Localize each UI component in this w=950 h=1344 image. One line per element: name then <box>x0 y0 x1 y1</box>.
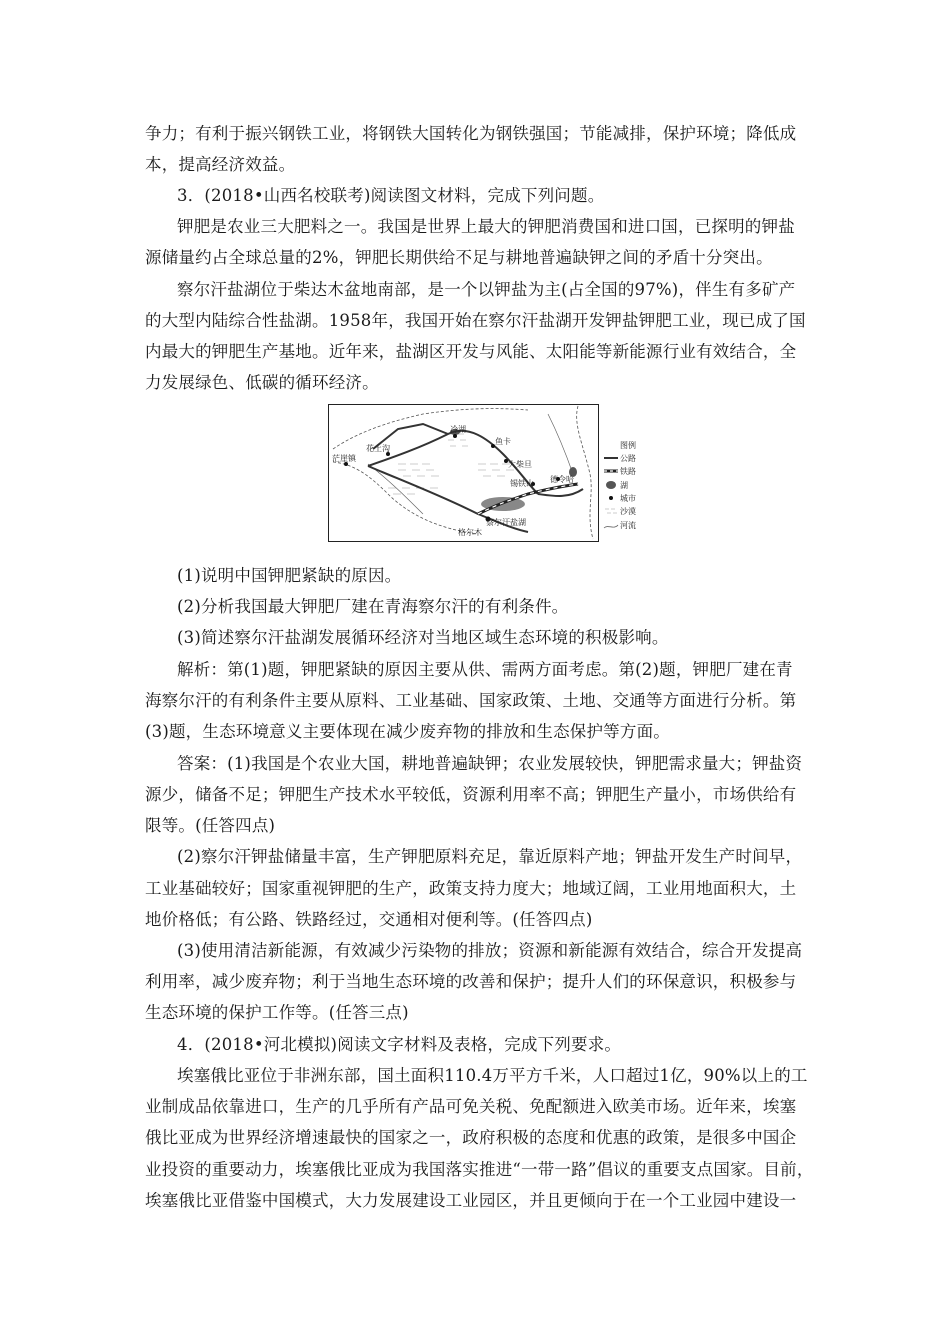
legend-title: 图例 <box>620 441 636 450</box>
text-line-6: 察尔汗盐湖位于柴达木盆地南部，是一个以钾盐为主(占全国的97%)，伴生有多矿产 <box>177 280 796 299</box>
analysis-line-1: 解析：第(1)题，钾肥紧缺的原因主要从供、需两方面考虑。第(2)题，钾肥厂建在青 <box>177 660 793 679</box>
answer-line-8: 利用率，减少废弃物；利于当地生态环境的改善和保护；提升人们的环保意识，积极参与 <box>145 972 797 991</box>
answer-line-7: (3)使用清洁新能源，有效减少污染物的排放；资源和新能源有效结合，综合开发提高 <box>177 941 803 960</box>
text-line-1: 争力；有利于振兴钢铁工业，将钢铁大国转化为钢铁强国；节能减排，保护环境；降低成 <box>145 124 797 143</box>
text-line-4: 钾肥是农业三大肥料之一。我国是世界上最大的钾肥消费国和进口国，已探明的钾盐 <box>177 217 795 236</box>
legend-river-label: 河流 <box>620 521 636 530</box>
sub-question-2: (2)分析我国最大钾肥厂建在青海察尔汗的有利条件。 <box>177 597 569 616</box>
map-legend <box>604 440 636 530</box>
place-label-yuka: 鱼卡 <box>495 437 511 446</box>
place-label-dachaidan: 大柴旦 <box>508 460 532 469</box>
text-line-9: 力发展绿色、低碳的循环经济。 <box>145 373 379 392</box>
sub-question-3: (3)简述察尔汗盐湖发展循环经济对当地区域生态环境的积极影响。 <box>177 628 669 647</box>
analysis-line-3: (3)题，生态环境意义主要体现在减少废弃物的排放和生态保护等方面。 <box>145 722 670 741</box>
place-label-xitieshan: 锡铁山 <box>510 479 534 488</box>
legend-river-symbol <box>604 525 618 528</box>
qaidam-basin-map <box>328 404 650 542</box>
text-line-5: 源储量约占全球总量的2%，钾肥长期供给不足与耕地普遍缺钾之间的矛盾十分突出。 <box>145 248 773 267</box>
q4-text-line-3: 俄比亚成为世界经济增速最快的国家之一，政府积极的态度和优惠的政策，是很多中国企 <box>145 1128 797 1147</box>
legend-desert-symbol <box>605 509 617 513</box>
q4-text-line-1: 埃塞俄比亚位于非洲东部，国土面积110.4万平方千米，人口超过1亿，90%以上的工 <box>177 1066 808 1085</box>
legend-lake-label: 湖 <box>620 481 628 490</box>
legend-railway-label: 铁路 <box>620 467 636 476</box>
question-3-heading: 3．(2018•山西名校联考)阅读图文材料，完成下列问题。 <box>177 186 605 205</box>
answer-line-6: 地价格低；有公路、铁路经过，交通相对便利等。(任答四点) <box>145 910 593 929</box>
answer-line-3: 限等。(任答四点) <box>145 816 276 835</box>
legend-city-label: 城市 <box>620 494 636 503</box>
text-line-2: 本，提高经济效益。 <box>145 155 296 174</box>
sub-question-1: (1)说明中国钾肥紧缺的原因。 <box>177 566 402 585</box>
q4-text-line-2: 业制成品依靠进口，生产的几乎所有产品可免关税、免配额进入欧美市场。近年来，埃塞 <box>145 1097 797 1116</box>
answer-line-9: 生态环境的保护工作等。(任答三点) <box>145 1003 409 1022</box>
place-label-huatugou: 花土沟 <box>366 444 390 453</box>
place-label-mangya: 茫崖镇 <box>332 454 356 463</box>
q4-text-line-4: 业投资的重要动力，埃塞俄比亚成为我国落实推进“一带一路”倡议的重要支点国家。目前， <box>145 1160 814 1179</box>
answer-line-1: 答案：(1)我国是个农业大国，耕地普遍缺钾；农业发展较快，钾肥需求量大；钾盐资 <box>177 754 803 773</box>
legend-road-label: 公路 <box>620 454 636 463</box>
answer-line-4: (2)察尔汗钾盐储量丰富，生产钾肥原料充足，靠近原料产地；钾盐开发生产时间早， <box>177 847 803 866</box>
answer-line-2: 源少，储备不足；钾肥生产技术水平较低，资源利用率不高；钾肥生产量小，市场供给有 <box>145 785 797 804</box>
answer-line-5: 工业基础较好；国家重视钾肥的生产，政策支持力度大；地域辽阔，工业用地面积大，土 <box>145 879 797 898</box>
text-line-8: 内最大的钾肥生产基地。近年来，盐湖区开发与风能、太阳能等新能源行业有效结合，全 <box>145 342 797 361</box>
q4-text-line-5: 埃塞俄比亚借鉴中国模式，大力发展建设工业园区，并且更倾向于在一个工业园中建设一 <box>145 1191 797 1210</box>
place-label-chaerhan: 察尔汗盐湖 <box>486 518 526 527</box>
place-label-delingha: 德令哈 <box>550 475 574 484</box>
legend-lake-symbol <box>606 481 616 489</box>
place-label-geermu: 格尔木 <box>458 528 482 537</box>
text-line-7: 的大型内陆综合性盐湖。1958年，我国开始在察尔汗盐湖开发钾盐钾肥工业，现已成了国 <box>145 311 806 330</box>
analysis-line-2: 海察尔汗的有利条件主要从原料、工业基础、国家政策、土地、交通等方面进行分析。第 <box>145 691 797 710</box>
legend-city-symbol <box>609 496 613 500</box>
question-4-heading: 4．(2018•河北模拟)阅读文字材料及表格，完成下列要求。 <box>177 1035 622 1054</box>
place-label-lenghu: 冷湖 <box>450 425 466 434</box>
legend-desert-label: 沙漠 <box>620 507 636 516</box>
